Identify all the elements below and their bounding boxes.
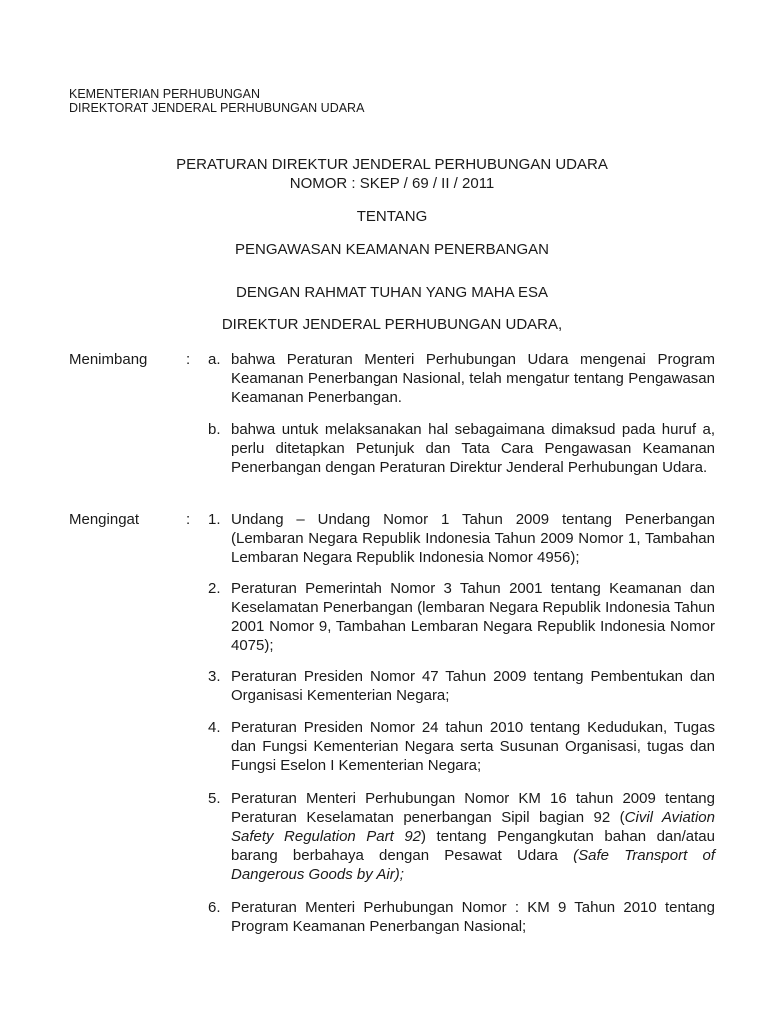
regulation-title: PERATURAN DIREKTUR JENDERAL PERHUBUNGAN UDARA [176,156,608,173]
menimbang-item-a [69,350,715,407]
item-number: 4. [208,719,221,736]
item-number: b. [208,421,221,438]
blessing-line: DENGAN RAHMAT TUHAN YANG MAHA ESA [235,284,548,301]
item-text: Peraturan Presiden Nomor 24 tahun 2010 tentang Kedudukan, Tugas dan Fungsi Kementerian Negara serta Susunan Organisasi, tugas dan Fungsi Eselon I Kementerian Negara; [231,719,715,774]
about-heading: TENTANG [356,208,428,225]
regulation-number: NOMOR : SKEP / 69 / II / 2011 [289,175,495,192]
mengingat-item-4 [69,718,715,775]
item-number: 6. [208,899,221,916]
item-text: Undang – Undang Nomor 1 Tahun 2009 tentang Penerbangan (Lembaran Negara Republik Indonesia Tahun 2009 Nomor 1, Tambahan Lembaran Negara Republik Indonesia Nomor 4956); [231,511,715,566]
item-text: Peraturan Presiden Nomor 47 Tahun 2009 tentang Pembentukan dan Organisasi Kementerian Negara; [231,668,715,704]
mengingat-label: Mengingat [69,511,140,528]
mengingat-item-3 [69,667,715,705]
directorate-name: DIREKTORAT JENDERAL PERHUBUNGAN UDARA [69,101,365,115]
menimbang-colon: : [186,351,191,368]
item-text: bahwa Peraturan Menteri Perhubungan Udara mengenai Program Keamanan Penerbangan Nasional, telah mengatur tentang Pengawasan Keamanan Penerbangan. [231,351,715,406]
mengingat-item-5 [69,789,715,884]
item-text [231,789,715,884]
regulation-subject: PENGAWASAN KEAMANAN PENERBANGAN [235,241,549,258]
item-text: Peraturan Pemerintah Nomor 3 Tahun 2001 tentang Keamanan dan Keselamatan Penerbangan (lembaran Negara Republik Indonesia Tahun 2001 Nomor 9, Tambahan Lembaran Negara Republik Indonesia Nomor 4075); [231,580,715,654]
item-text-italic: Civil Aviation Safety Regulation Part 92 [231,809,715,845]
item-text-part: ) tentang Pengangkutan bahan dan/atau barang berbahaya dengan Pesawat Udara [231,828,715,864]
ministry-header [69,87,364,115]
item-text-italic: (Safe Transport of Dangerous Goods by Air); [231,847,715,883]
menimbang-section [69,350,715,500]
ministry-name: KEMENTERIAN PERHUBUNGAN [69,87,260,101]
item-number: 2. [208,580,221,597]
item-text: Peraturan Menteri Perhubungan Nomor : KM 9 Tahun 2010 tentang Program Keamanan Penerbangan Nasional; [231,899,715,935]
menimbang-item-b [69,420,715,477]
item-number: a. [208,351,221,368]
mengingat-item-6 [69,898,715,936]
item-number: 1. [208,511,221,528]
menimbang-label: Menimbang [69,351,148,368]
item-text: bahwa untuk melaksanakan hal sebagaimana dimaksud pada huruf a, perlu ditetapkan Petunjuk dan Tata Cara Pengawasan Keamanan Penerbangan dengan Peraturan Direktur Jenderal Perhubungan Udara. [231,421,715,476]
mengingat-item-1 [69,510,715,567]
mengingat-colon: : [186,511,191,528]
item-number: 5. [208,790,221,807]
item-number: 3. [208,668,221,685]
official-title: DIREKTUR JENDERAL PERHUBUNGAN UDARA, [221,316,563,333]
item-text-part: Peraturan Menteri Perhubungan Nomor KM 16 tahun 2009 tentang Peraturan Keselamatan penerbangan Sipil bagian 92 ( [231,790,715,826]
mengingat-item-2 [69,579,715,655]
mengingat-section [69,510,715,950]
